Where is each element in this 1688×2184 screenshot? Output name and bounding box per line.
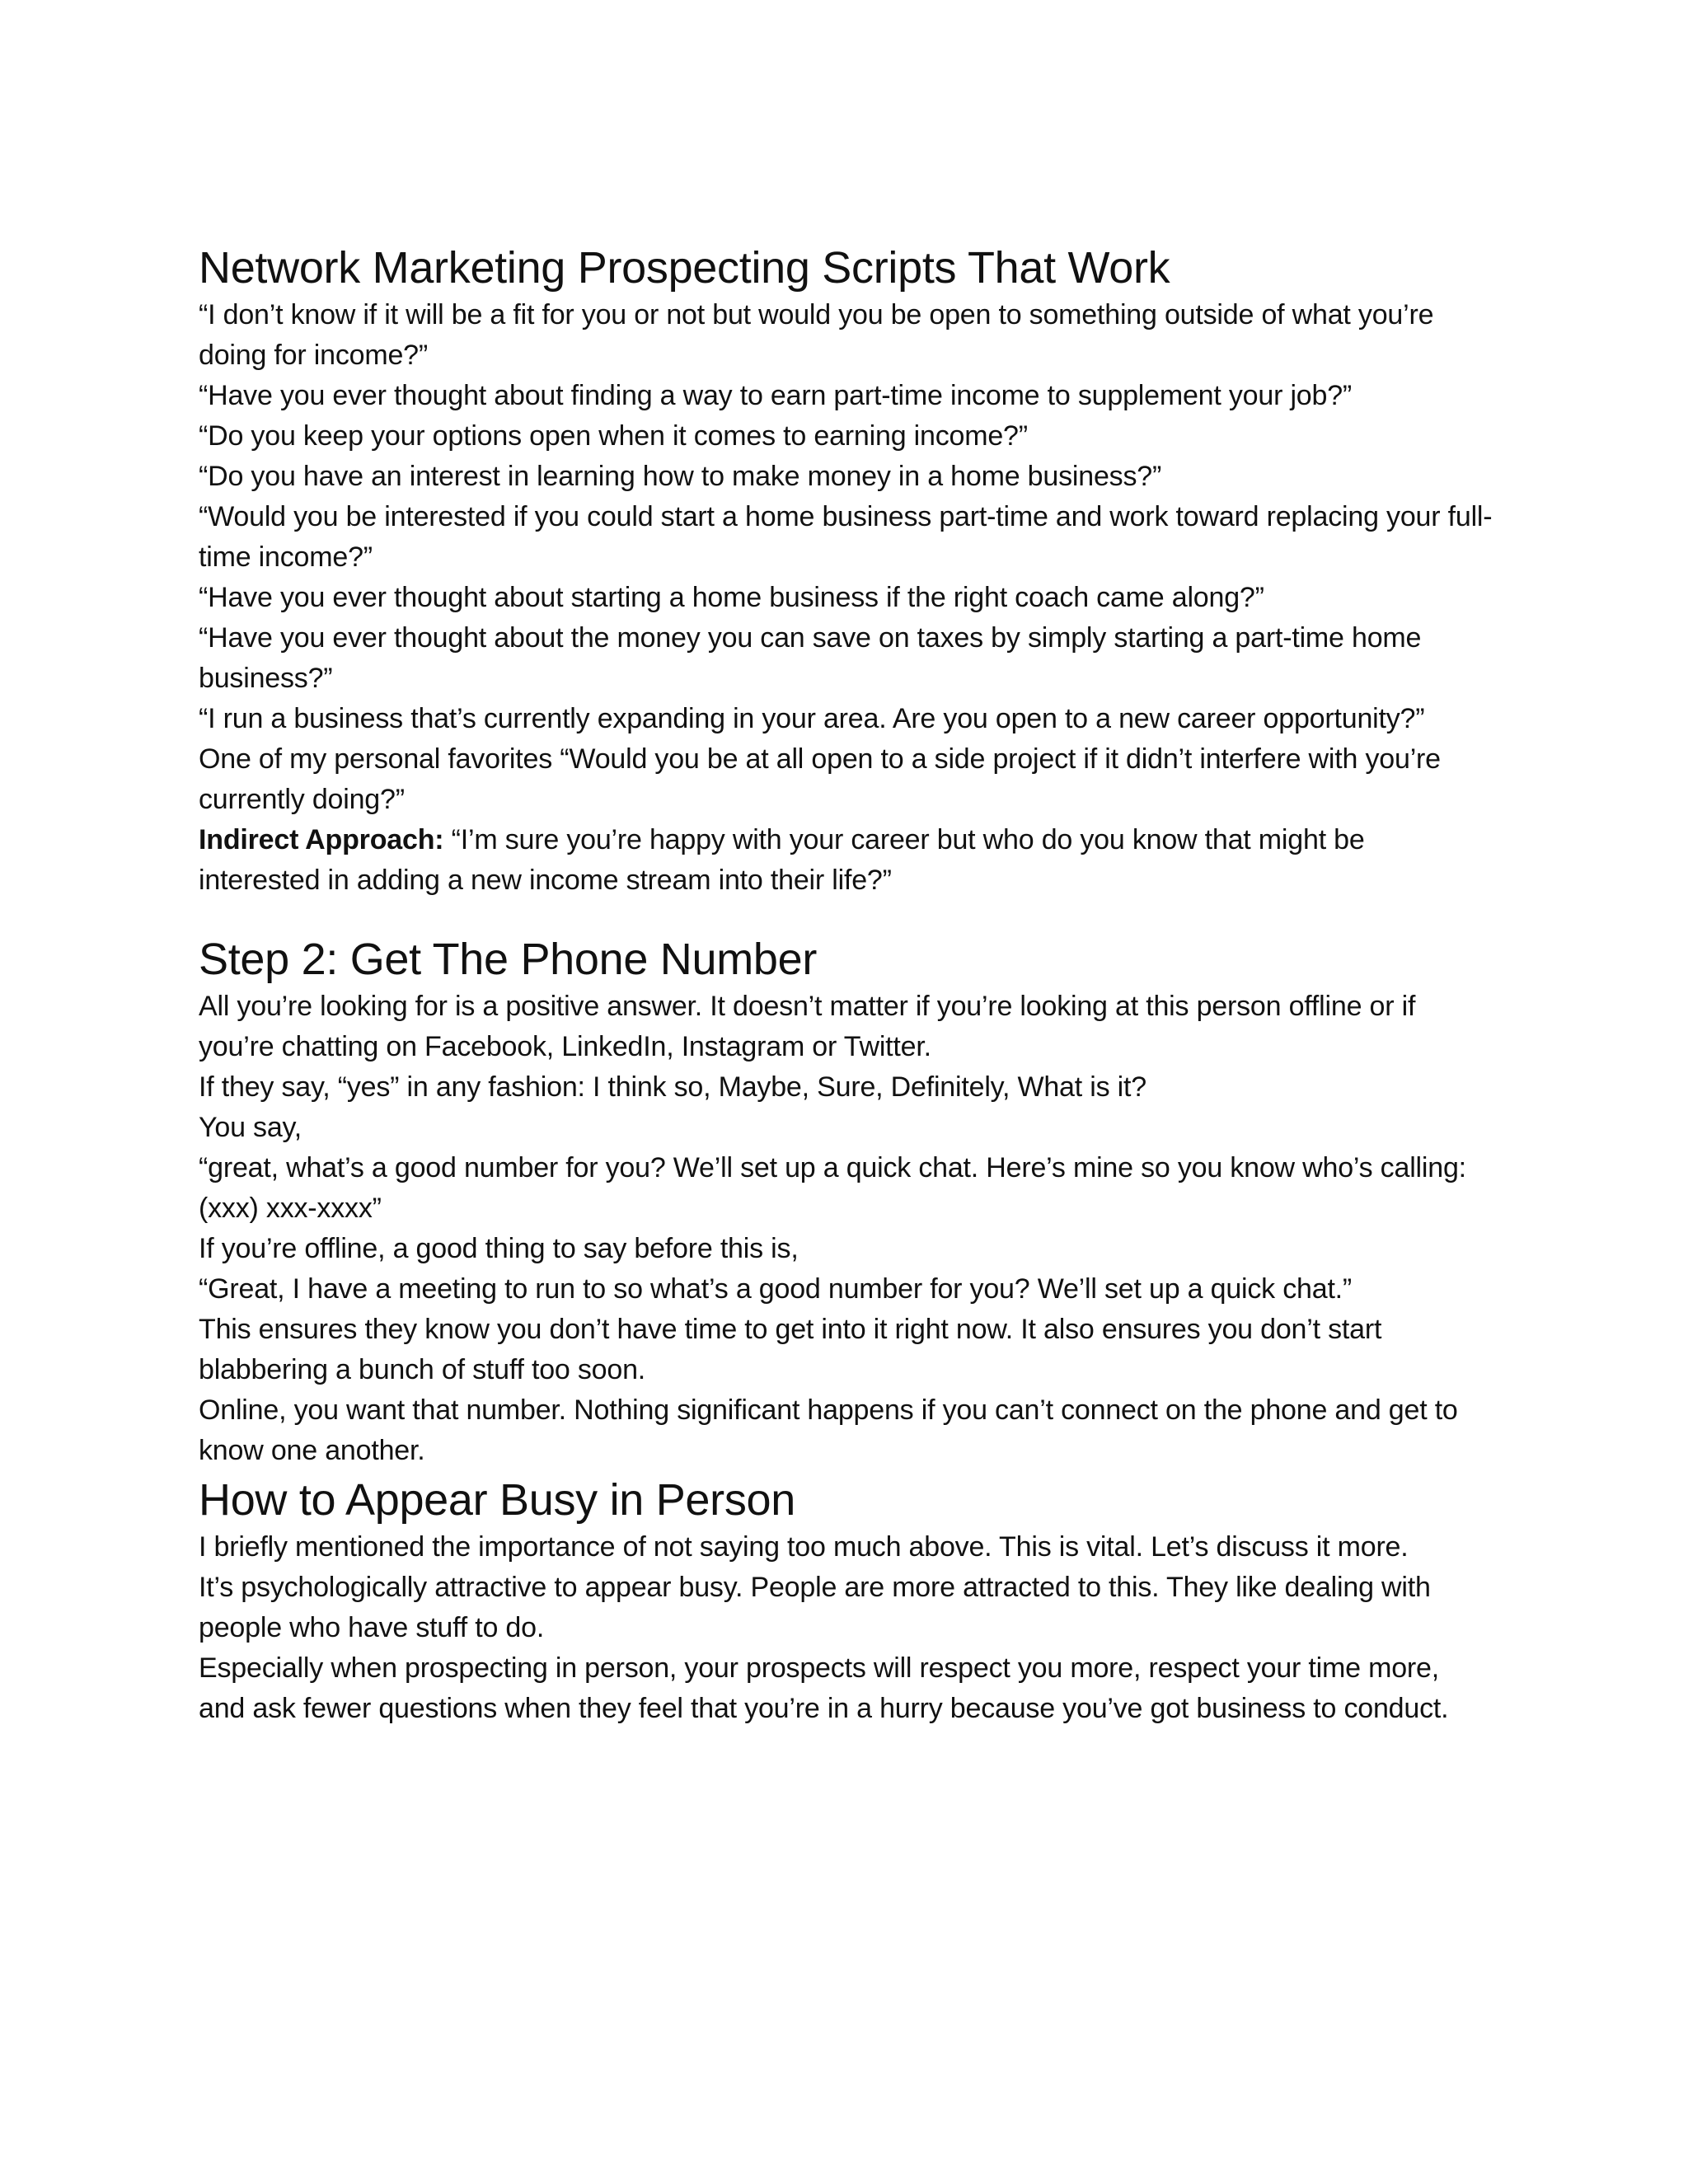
script-paragraph: “I don’t know if it will be a fit for you or not but would you be open to something outside of what you’re doing for income?” xyxy=(199,299,1434,371)
script-paragraph: “Have you ever thought about the money you can save on taxes by simply starting a part-time home business?” xyxy=(199,622,1422,694)
script-paragraph: “Do you keep your options open when it comes to earning income?” xyxy=(199,420,1028,452)
section-heading-appear-busy: How to Appear Busy in Person xyxy=(199,1475,796,1525)
body-paragraph: This ensures they know you don’t have time to get into it right now. It also ensures you don’t start blabbering a bunch of stuff too soon. xyxy=(199,1314,1382,1385)
indirect-approach-paragraph xyxy=(199,820,1493,901)
script-paragraph: “Have you ever thought about starting a home business if the right coach came along?” xyxy=(199,582,1264,613)
body-paragraph: Especially when prospecting in person, your prospects will respect you more, respect your time more, and ask fewer questions when they feel that you’re in a hurry because you’ve got business to conduct. xyxy=(199,1652,1449,1724)
indirect-approach-text: “I’m sure you’re happy with your career but who do you know that might be interested in adding a new income stream into their life?” xyxy=(199,824,1365,896)
script-paragraph: “I run a business that’s currently expanding in your area. Are you open to a new career opportunity?” xyxy=(199,703,1425,734)
body-paragraph: Online, you want that number. Nothing significant happens if you can’t connect on the phone and get to know one another. xyxy=(199,1394,1458,1466)
section-heading-scripts: Network Marketing Prospecting Scripts That Work xyxy=(199,243,1170,293)
indirect-approach-label: Indirect Approach: xyxy=(199,824,444,855)
script-paragraph: One of my personal favorites “Would you be at all open to a side project if it didn’t interfere with you’re currently doing?” xyxy=(199,743,1441,815)
script-paragraph: “Would you be interested if you could start a home business part-time and work toward replacing your full-time income?” xyxy=(199,501,1493,573)
script-paragraph: “Do you have an interest in learning how to make money in a home business?” xyxy=(199,461,1162,492)
body-paragraph: I briefly mentioned the importance of not saying too much above. This is vital. Let’s discuss it more. xyxy=(199,1531,1409,1563)
body-paragraph: “great, what’s a good number for you? We’ll set up a quick chat. Here’s mine so you know who’s calling: (xxx) xxx-xxxx” xyxy=(199,1152,1466,1224)
body-paragraph: You say, xyxy=(199,1112,302,1143)
body-paragraph: If they say, “yes” in any fashion: I think so, Maybe, Sure, Definitely, What is it? xyxy=(199,1071,1146,1103)
script-paragraph: “Have you ever thought about finding a way to earn part-time income to supplement your job?” xyxy=(199,380,1353,411)
document-page xyxy=(199,241,1493,1729)
body-paragraph: It’s psychologically attractive to appear busy. People are more attracted to this. They like dealing with people who have stuff to do. xyxy=(199,1572,1431,1643)
body-paragraph: All you’re looking for is a positive answer. It doesn’t matter if you’re looking at this person offline or if you’re chatting on Facebook, LinkedIn, Instagram or Twitter. xyxy=(199,991,1416,1062)
body-paragraph: If you’re offline, a good thing to say before this is, xyxy=(199,1233,799,1264)
body-paragraph: “Great, I have a meeting to run to so what’s a good number for you? We’ll set up a quick chat.” xyxy=(199,1273,1353,1305)
section-heading-phone-number: Step 2: Get The Phone Number xyxy=(199,935,818,984)
